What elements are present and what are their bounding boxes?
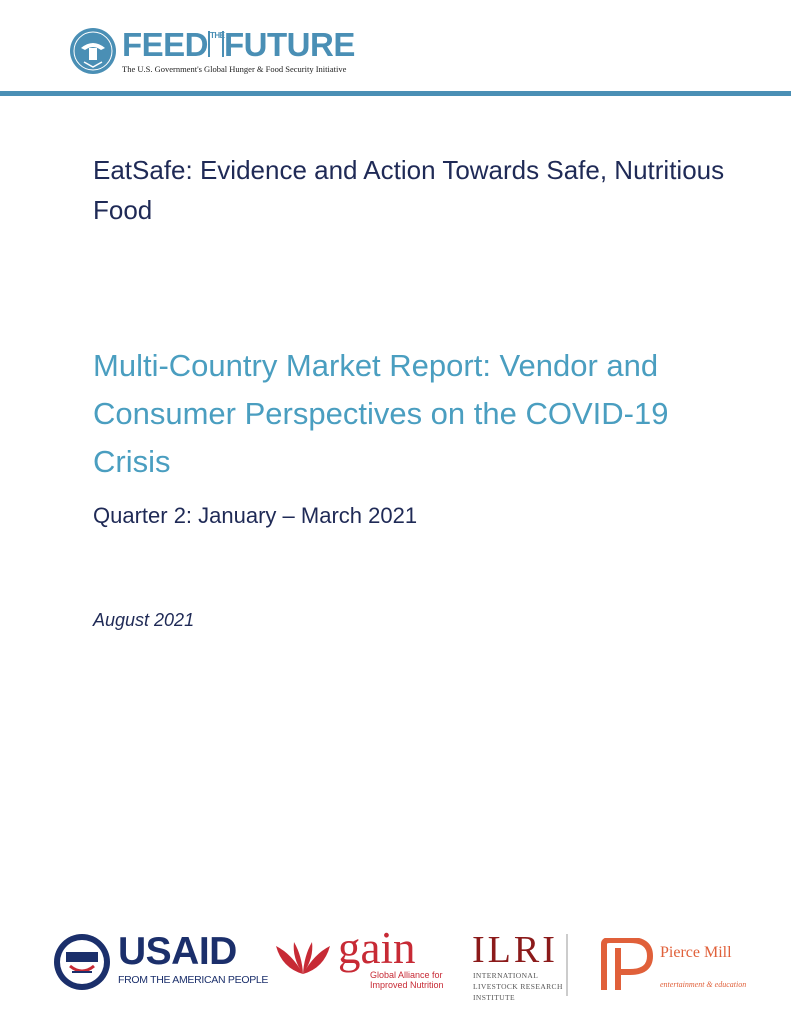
project-title: EatSafe: Evidence and Action Towards Safe, Nutritious Food: [93, 155, 725, 225]
gain-flower-icon: [272, 938, 334, 978]
ilri-subtitle: INTERNATIONAL LIVESTOCK RESEARCH INSTITUTE: [473, 971, 563, 1002]
header-rule: [0, 91, 791, 96]
logo-divider: [566, 934, 568, 996]
usaid-seal-icon: [52, 932, 112, 992]
ilri-logo: ILRI: [472, 929, 558, 971]
publication-date: August 2021: [93, 610, 195, 630]
usaid-subtitle: FROM THE AMERICAN PEOPLE: [118, 974, 269, 986]
quarter-label: Quarter 2: January – March 2021: [93, 503, 418, 528]
partner-logos: [0, 920, 791, 1010]
logo-left: FEED: [122, 26, 209, 63]
logo-right: FUTURE: [224, 26, 355, 63]
header: [0, 0, 791, 98]
feed-the-future-logo: [122, 27, 355, 63]
pierce-mill-subtitle: entertainment & education: [660, 980, 747, 989]
logo-mid: THE: [208, 31, 224, 57]
pierce-mill-logo: Pierce Mill: [660, 944, 732, 961]
pierce-mill-mark-icon: [600, 938, 656, 992]
report-title: Multi-Country Market Report: Vendor and Consumer Perspectives on the COVID-19 Crisis: [93, 348, 669, 479]
usaid-logo: USAID: [118, 930, 237, 973]
gain-subtitle: Global Alliance for Improved Nutrition: [370, 970, 444, 990]
us-seal-icon: [68, 26, 118, 76]
logo-tagline: The U.S. Government's Global Hunger & Food Security Initiative: [122, 64, 347, 74]
gain-logo: gain: [338, 923, 416, 973]
